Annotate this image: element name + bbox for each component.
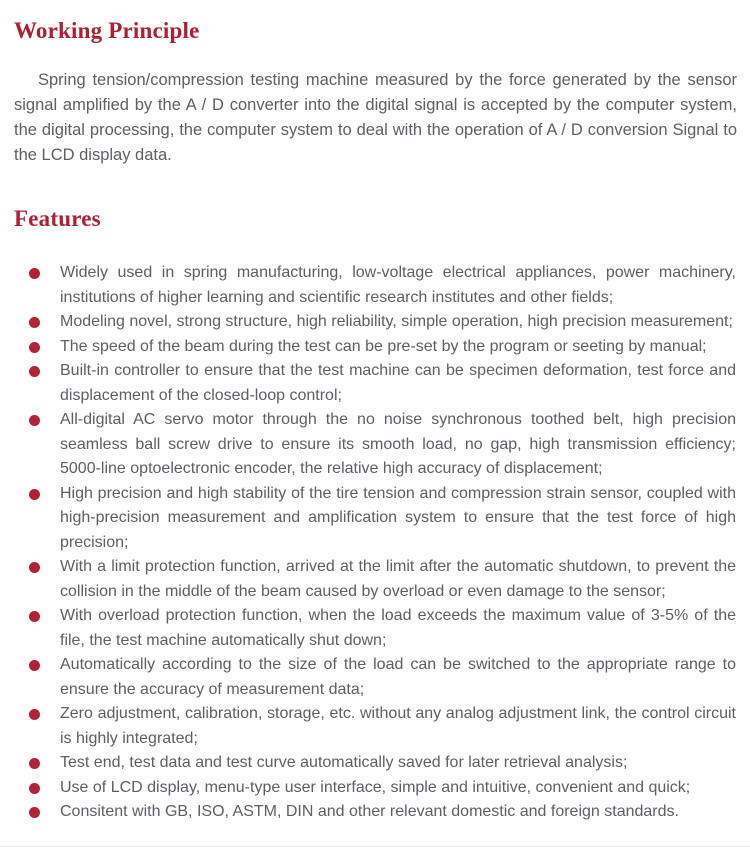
feature-item-text: Widely used in spring manufacturing, low-voltage electrical appliances, power machinery, institutions of higher learning and scientific research institutes and other fields; bbox=[60, 264, 736, 306]
bottom-divider bbox=[0, 846, 750, 847]
bullet-dot-icon bbox=[29, 709, 40, 720]
feature-list-item bbox=[60, 800, 736, 825]
working-principle-paragraph: Spring tension/compression testing machine measured by the force generated by the sensor signal amplified by the A / D converter into the digital signal is accepted by the computer system, the digital processing, the computer system to deal with the operation of A / D conversion Signal to the LCD display data. bbox=[14, 71, 737, 164]
feature-list-item bbox=[60, 653, 736, 702]
bullet-dot-icon bbox=[29, 562, 40, 573]
feature-list-item bbox=[60, 555, 736, 604]
feature-list-item bbox=[60, 702, 736, 751]
feature-item-text: Automatically according to the size of the load can be switched to the appropriate range to ensure the accuracy of measurement data; bbox=[60, 656, 736, 698]
feature-item-text: The speed of the beam during the test can be pre-set by the program or seeting by manual; bbox=[60, 337, 707, 355]
feature-item-text: Use of LCD display, menu-type user interface, simple and intuitive, convenient and quick; bbox=[60, 778, 691, 796]
feature-item-text: With a limit protection function, arrived at the limit after the automatic shutdown, to prevent the collision in the middle of the beam caused by overload or even damage to the sensor; bbox=[60, 558, 736, 600]
feature-list-item bbox=[60, 482, 736, 556]
feature-list-item bbox=[60, 408, 736, 482]
bullet-dot-icon bbox=[29, 783, 40, 794]
bullet-dot-icon bbox=[29, 317, 40, 328]
feature-list-item bbox=[60, 776, 736, 801]
feature-item-text: All-digital AC servo motor through the no noise synchronous toothed belt, high precision seamless ball screw drive to ensure its smooth load, no gap, high transmission efficiency; 5000-line optoelectronic encoder, the relative high accuracy of displacement; bbox=[60, 411, 736, 477]
bullet-dot-icon bbox=[29, 342, 40, 353]
features-heading: Features bbox=[14, 206, 101, 231]
feature-item-text: Built-in controller to ensure that the test machine can be specimen deformation, test force and displacement of the closed-loop control; bbox=[60, 362, 736, 404]
bullet-dot-icon bbox=[29, 489, 40, 500]
bullet-dot-icon bbox=[29, 758, 40, 769]
feature-item-text: Consitent with GB, ISO, ASTM, DIN and other relevant domestic and foreign standards. bbox=[60, 803, 679, 820]
feature-list-item bbox=[60, 751, 736, 776]
bullet-dot-icon bbox=[29, 366, 40, 377]
feature-list-item bbox=[60, 604, 736, 653]
working-principle-heading: Working Principle bbox=[14, 18, 200, 43]
feature-list-item bbox=[60, 310, 736, 335]
feature-list-item bbox=[60, 359, 736, 408]
feature-list-item bbox=[60, 261, 736, 310]
feature-item-text: Test end, test data and test curve automatically saved for later retrieval analysis; bbox=[60, 754, 628, 771]
features-list bbox=[14, 261, 737, 825]
feature-item-text: With overload protection function, when the load exceeds the maximum value of 3-5% of the file, the test machine automatically shut down; bbox=[60, 607, 736, 649]
bullet-dot-icon bbox=[29, 611, 40, 622]
bullet-dot-icon bbox=[29, 415, 40, 426]
bullet-dot-icon bbox=[29, 660, 40, 671]
feature-list-item bbox=[60, 335, 736, 360]
bullet-dot-icon bbox=[29, 268, 40, 279]
feature-item-text: Zero adjustment, calibration, storage, etc. without any analog adjustment link, the control circuit is highly integrated; bbox=[60, 705, 736, 747]
feature-item-text: Modeling novel, strong structure, high reliability, simple operation, high precision measurement; bbox=[60, 313, 733, 330]
bullet-dot-icon bbox=[29, 807, 40, 818]
feature-item-text: High precision and high stability of the tire tension and compression strain sensor, coupled with high-precision measurement and amplification system to ensure that the test force of high precision; bbox=[60, 484, 736, 551]
